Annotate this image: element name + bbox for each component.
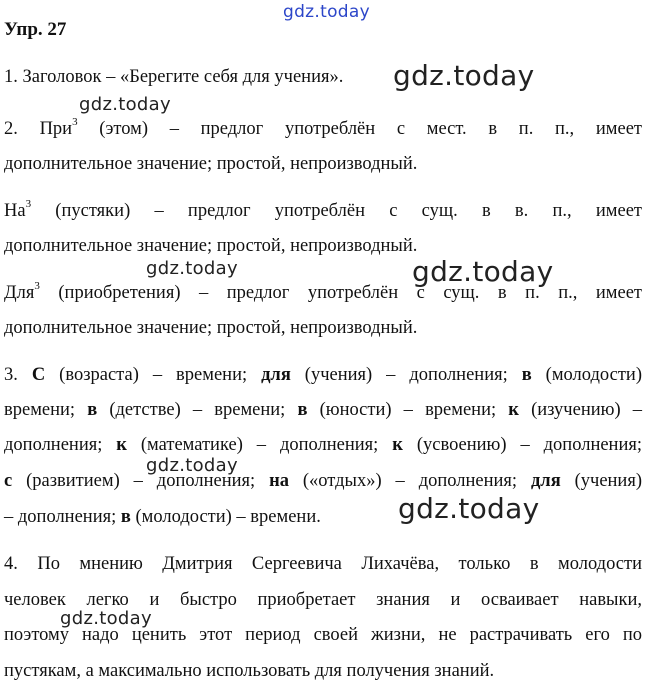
text-line-13: 4. По мнению Дмитрия Сергеевича Лихачёва, только в молодости bbox=[4, 554, 642, 574]
watermark: gdz.today bbox=[146, 455, 238, 476]
text-line-14: человек легко и быстро приобретает знания и осваивает навыки, bbox=[4, 590, 642, 610]
watermark: gdz.today bbox=[398, 492, 540, 525]
text-line-16: пустякам, а максимально использовать для получения знаний. bbox=[4, 661, 495, 681]
text-line-4: $На^3$ (пустяки) – предлог употреблён с сущ. в в. п., имеет bbox=[4, 197, 642, 221]
text-line-1: 1. Заголовок – «Берегите себя для учения». bbox=[4, 67, 344, 87]
text-line-10: дополнения; к (математике) – дополнения; к (усвоению) – дополнения; bbox=[4, 435, 642, 455]
watermark: gdz.today bbox=[79, 94, 171, 115]
exercise-title: Упр. 27 bbox=[4, 19, 67, 40]
text-line-5: дополнительное значение; простой, непроизводный. bbox=[4, 236, 418, 256]
text-line-2: 2. При$^3$ (этом) – предлог употреблён с мест. в п. п., имеет bbox=[4, 115, 642, 139]
text-line-15: поэтому надо ценить этот период своей жизни, не растрачивать его по bbox=[4, 625, 642, 645]
text-line-3: дополнительное значение; простой, непроизводный. bbox=[4, 154, 418, 174]
watermark: gdz.today bbox=[283, 2, 370, 22]
watermark: gdz.today bbox=[60, 608, 152, 629]
text-line-8: 3. С (возраста) – времени; для (учения) – дополнения; в (молодости) bbox=[4, 365, 642, 385]
text-line-9: времени; в (детстве) – времени; в (юности) – времени; к (изучению) – bbox=[4, 400, 642, 420]
text-line-7: дополнительное значение; простой, непроизводный. bbox=[4, 318, 418, 338]
text-line-11: с (развитием) – дополнения; на («отдых») – дополнения; для (учения) bbox=[4, 471, 642, 491]
watermark: gdz.today bbox=[146, 258, 238, 279]
watermark: gdz.today bbox=[393, 59, 535, 92]
text-line-12: – дополнения; в (молодости) – времени. bbox=[4, 507, 321, 527]
text-line-6: Для$^3$ (приобретения) – предлог употреблён с сущ. в п. п., имеет bbox=[4, 279, 642, 303]
watermark: gdz.today bbox=[412, 255, 554, 288]
